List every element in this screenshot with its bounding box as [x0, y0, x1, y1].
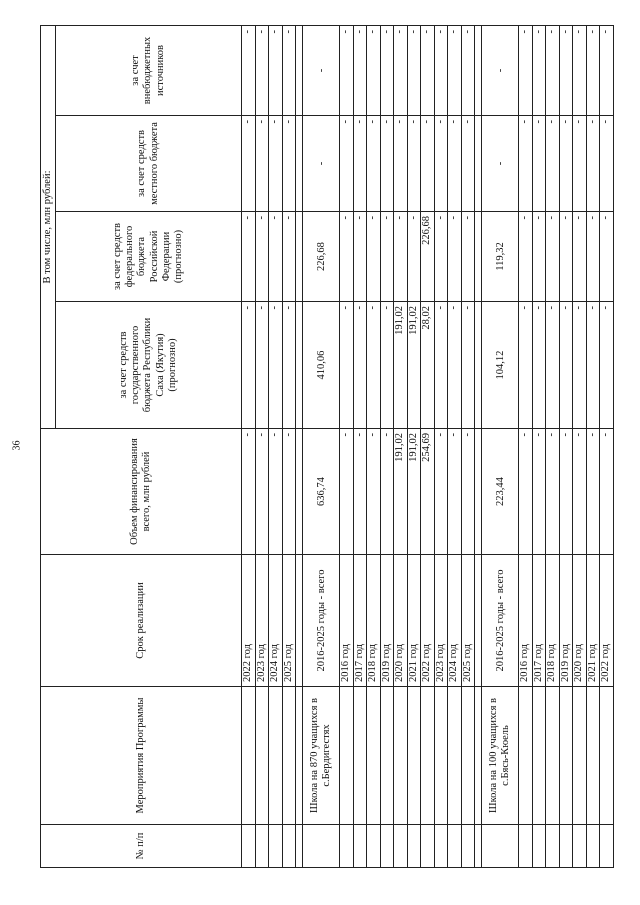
cell-period: 2016-2025 годы - всего — [303, 555, 340, 687]
cell-value: - — [461, 116, 475, 212]
cell-period: 2016-2025 годы - всего — [482, 555, 519, 687]
cell-num — [600, 825, 614, 868]
cell-measure — [353, 687, 367, 825]
cell-value: - — [532, 429, 546, 555]
cell-value: - — [519, 25, 533, 115]
table-row — [269, 25, 283, 867]
cell-num — [586, 825, 600, 868]
cell-period: 2022 год — [600, 555, 614, 687]
table-row — [282, 25, 296, 867]
header-federal: за счет средств федерального бюджета Российской Федерации (прогнозно) — [56, 212, 242, 302]
table-row — [600, 25, 614, 867]
cell-value: - — [367, 429, 381, 555]
cell-num — [282, 825, 296, 868]
cell-value: - — [448, 25, 462, 115]
cell-value: - — [600, 212, 614, 302]
cell-value: 226,68 — [421, 212, 435, 302]
gap-cell — [296, 429, 303, 555]
cell-value: - — [573, 212, 587, 302]
cell-value: - — [482, 25, 519, 115]
cell-value: - — [448, 429, 462, 555]
cell-measure: Школа на 870 учащихся в с.Бердигестях — [303, 687, 340, 825]
gap-cell — [475, 25, 482, 115]
header-local: за счет средств местного бюджета — [56, 116, 242, 212]
table-row — [340, 25, 354, 867]
cell-measure — [340, 687, 354, 825]
cell-value: - — [367, 25, 381, 115]
cell-measure — [269, 687, 283, 825]
cell-period: 2019 год — [380, 555, 394, 687]
cell-value: - — [282, 302, 296, 429]
cell-measure — [461, 687, 475, 825]
cell-period: 2021 год — [586, 555, 600, 687]
cell-value: - — [434, 25, 448, 115]
cell-value: 223,44 — [482, 429, 519, 555]
cell-period: 2018 год — [546, 555, 560, 687]
cell-period: 2024 год — [269, 555, 283, 687]
cell-num — [461, 825, 475, 868]
table-row — [573, 25, 587, 867]
cell-value: - — [559, 116, 573, 212]
cell-num — [367, 825, 381, 868]
page-number: 36 — [11, 440, 23, 451]
cell-measure: Школа на 100 учащихся в с.Бясь-Кюель — [482, 687, 519, 825]
table-row — [559, 25, 573, 867]
cell-value: - — [353, 302, 367, 429]
cell-value: - — [586, 212, 600, 302]
cell-value: - — [546, 429, 560, 555]
cell-value: - — [255, 116, 269, 212]
cell-measure — [407, 687, 421, 825]
cell-value: - — [559, 25, 573, 115]
cell-num — [532, 825, 546, 868]
cell-value: - — [394, 116, 408, 212]
cell-period: 2022 год — [421, 555, 435, 687]
table-row — [296, 25, 303, 867]
cell-value: - — [340, 212, 354, 302]
cell-period: 2020 год — [573, 555, 587, 687]
table-row — [380, 25, 394, 867]
cell-measure — [380, 687, 394, 825]
cell-measure — [546, 687, 560, 825]
cell-value: - — [519, 429, 533, 555]
cell-value: - — [269, 212, 283, 302]
cell-value: - — [282, 212, 296, 302]
cell-value: - — [532, 116, 546, 212]
cell-value: - — [407, 116, 421, 212]
cell-value: - — [546, 302, 560, 429]
cell-value: - — [600, 116, 614, 212]
cell-value: - — [340, 116, 354, 212]
cell-value: - — [394, 212, 408, 302]
cell-measure — [559, 687, 573, 825]
cell-value: 254,69 — [421, 429, 435, 555]
financing-table — [40, 25, 614, 868]
table-row — [421, 25, 435, 867]
cell-num — [434, 825, 448, 868]
cell-value: - — [532, 302, 546, 429]
gap-cell — [296, 825, 303, 868]
cell-num — [242, 825, 256, 868]
cell-value: - — [546, 25, 560, 115]
cell-value: - — [380, 25, 394, 115]
cell-num — [394, 825, 408, 868]
cell-num — [353, 825, 367, 868]
table-row — [394, 25, 408, 867]
cell-value: - — [353, 429, 367, 555]
cell-value: - — [461, 212, 475, 302]
cell-value: - — [434, 116, 448, 212]
table-row — [303, 25, 340, 867]
cell-value: - — [255, 212, 269, 302]
gap-cell — [296, 25, 303, 115]
cell-value: - — [269, 302, 283, 429]
cell-measure — [448, 687, 462, 825]
cell-value: - — [519, 302, 533, 429]
cell-measure — [573, 687, 587, 825]
cell-value: - — [353, 212, 367, 302]
cell-period: 2017 год — [353, 555, 367, 687]
header-num: № п/п — [41, 825, 242, 868]
header-including: В том числе, млн рублей: — [41, 25, 56, 428]
cell-value: - — [255, 302, 269, 429]
cell-value: - — [600, 302, 614, 429]
cell-value: - — [380, 302, 394, 429]
cell-measure — [282, 687, 296, 825]
cell-period: 2018 год — [367, 555, 381, 687]
cell-value: 410,06 — [303, 302, 340, 429]
gap-cell — [475, 687, 482, 825]
cell-value: 28,02 — [421, 302, 435, 429]
cell-value: 119,32 — [482, 212, 519, 302]
cell-value: - — [340, 429, 354, 555]
cell-num — [519, 825, 533, 868]
cell-measure — [434, 687, 448, 825]
cell-value: - — [546, 212, 560, 302]
cell-period: 2016 год — [340, 555, 354, 687]
cell-value: - — [394, 25, 408, 115]
table-row — [255, 25, 269, 867]
cell-measure — [242, 687, 256, 825]
cell-value: - — [380, 429, 394, 555]
header-republic: за счет средств государственного бюджета Республики Саха (Якутия) (прогнозно) — [56, 302, 242, 429]
cell-value: - — [353, 25, 367, 115]
cell-value: - — [448, 212, 462, 302]
cell-value: - — [461, 429, 475, 555]
cell-value: - — [340, 302, 354, 429]
cell-period: 2016 год — [519, 555, 533, 687]
cell-value: 104,12 — [482, 302, 519, 429]
cell-value: - — [421, 25, 435, 115]
cell-measure — [600, 687, 614, 825]
table-row — [434, 25, 448, 867]
cell-value: - — [282, 429, 296, 555]
cell-value: - — [303, 25, 340, 115]
cell-value: - — [269, 25, 283, 115]
cell-value: - — [255, 25, 269, 115]
cell-num — [380, 825, 394, 868]
header-period: Срок реализации — [41, 555, 242, 687]
cell-value: - — [434, 429, 448, 555]
cell-value: - — [269, 116, 283, 212]
gap-cell — [296, 687, 303, 825]
cell-value: - — [559, 212, 573, 302]
cell-value: - — [586, 25, 600, 115]
cell-measure — [519, 687, 533, 825]
cell-value: - — [600, 25, 614, 115]
cell-value: - — [367, 302, 381, 429]
cell-period: 2021 год — [407, 555, 421, 687]
cell-period: 2025 год — [461, 555, 475, 687]
rotated-table-container — [40, 26, 612, 868]
cell-num — [421, 825, 435, 868]
cell-measure — [255, 687, 269, 825]
cell-period: 2025 год — [282, 555, 296, 687]
cell-period: 2022 год — [242, 555, 256, 687]
cell-value: - — [519, 116, 533, 212]
cell-value: 191,02 — [394, 429, 408, 555]
cell-num — [303, 825, 340, 868]
cell-value: - — [242, 212, 256, 302]
cell-value: - — [242, 302, 256, 429]
table-row — [242, 25, 256, 867]
gap-cell — [475, 116, 482, 212]
cell-value: 191,02 — [394, 302, 408, 429]
cell-value: - — [573, 116, 587, 212]
gap-cell — [296, 116, 303, 212]
table-row — [532, 25, 546, 867]
cell-measure — [367, 687, 381, 825]
cell-value: - — [367, 212, 381, 302]
cell-value: - — [255, 429, 269, 555]
cell-value: - — [586, 302, 600, 429]
cell-period: 2023 год — [434, 555, 448, 687]
cell-value: - — [407, 212, 421, 302]
cell-value: - — [532, 25, 546, 115]
cell-value: - — [367, 116, 381, 212]
table-row — [448, 25, 462, 867]
gap-cell — [296, 212, 303, 302]
table-row — [586, 25, 600, 867]
cell-period: 2017 год — [532, 555, 546, 687]
cell-value: 226,68 — [303, 212, 340, 302]
cell-value: - — [461, 302, 475, 429]
cell-period: 2020 год — [394, 555, 408, 687]
cell-value: - — [380, 116, 394, 212]
cell-num — [482, 825, 519, 868]
table-row — [367, 25, 381, 867]
table-row — [475, 25, 482, 867]
cell-value: - — [573, 302, 587, 429]
cell-value: 191,02 — [407, 429, 421, 555]
cell-num — [546, 825, 560, 868]
cell-value: - — [546, 116, 560, 212]
header-extra: за счет внебюджетных источников — [56, 25, 242, 115]
cell-value: - — [532, 212, 546, 302]
cell-value: - — [282, 25, 296, 115]
cell-value: - — [340, 25, 354, 115]
cell-value: - — [448, 302, 462, 429]
cell-num — [255, 825, 269, 868]
cell-value: - — [407, 25, 421, 115]
gap-cell — [475, 302, 482, 429]
cell-num — [559, 825, 573, 868]
table-row — [353, 25, 367, 867]
cell-num — [407, 825, 421, 868]
gap-cell — [475, 212, 482, 302]
cell-period: 2019 год — [559, 555, 573, 687]
gap-cell — [475, 555, 482, 687]
cell-measure — [394, 687, 408, 825]
cell-value: - — [434, 212, 448, 302]
cell-value: - — [519, 212, 533, 302]
cell-value: - — [242, 116, 256, 212]
cell-value: - — [482, 116, 519, 212]
cell-period: 2024 год — [448, 555, 462, 687]
cell-value: 191,02 — [407, 302, 421, 429]
cell-num — [448, 825, 462, 868]
gap-cell — [296, 555, 303, 687]
table-row — [407, 25, 421, 867]
cell-value: - — [242, 429, 256, 555]
cell-value: - — [559, 302, 573, 429]
table-row — [482, 25, 519, 867]
header-volume: Объем финансирования всего, млн рублей — [41, 429, 242, 555]
cell-value: - — [282, 116, 296, 212]
table-row — [546, 25, 560, 867]
cell-value: - — [586, 429, 600, 555]
cell-value: - — [573, 429, 587, 555]
cell-value: - — [380, 212, 394, 302]
cell-value: - — [448, 116, 462, 212]
cell-measure — [532, 687, 546, 825]
cell-value: - — [269, 429, 283, 555]
cell-value: 636,74 — [303, 429, 340, 555]
cell-value: - — [242, 25, 256, 115]
cell-value: - — [434, 302, 448, 429]
gap-cell — [296, 302, 303, 429]
cell-measure — [586, 687, 600, 825]
cell-value: - — [461, 25, 475, 115]
gap-cell — [475, 429, 482, 555]
cell-measure — [421, 687, 435, 825]
cell-num — [269, 825, 283, 868]
cell-value: - — [573, 25, 587, 115]
cell-value: - — [559, 429, 573, 555]
table-row — [461, 25, 475, 867]
table-row — [519, 25, 533, 867]
cell-value: - — [303, 116, 340, 212]
gap-cell — [475, 825, 482, 868]
cell-value: - — [586, 116, 600, 212]
cell-num — [573, 825, 587, 868]
table-body — [242, 25, 614, 867]
cell-period: 2023 год — [255, 555, 269, 687]
header-measures: Мероприятия Программы — [41, 687, 242, 825]
cell-value: - — [353, 116, 367, 212]
cell-num — [340, 825, 354, 868]
cell-value: - — [421, 116, 435, 212]
cell-value: - — [600, 429, 614, 555]
